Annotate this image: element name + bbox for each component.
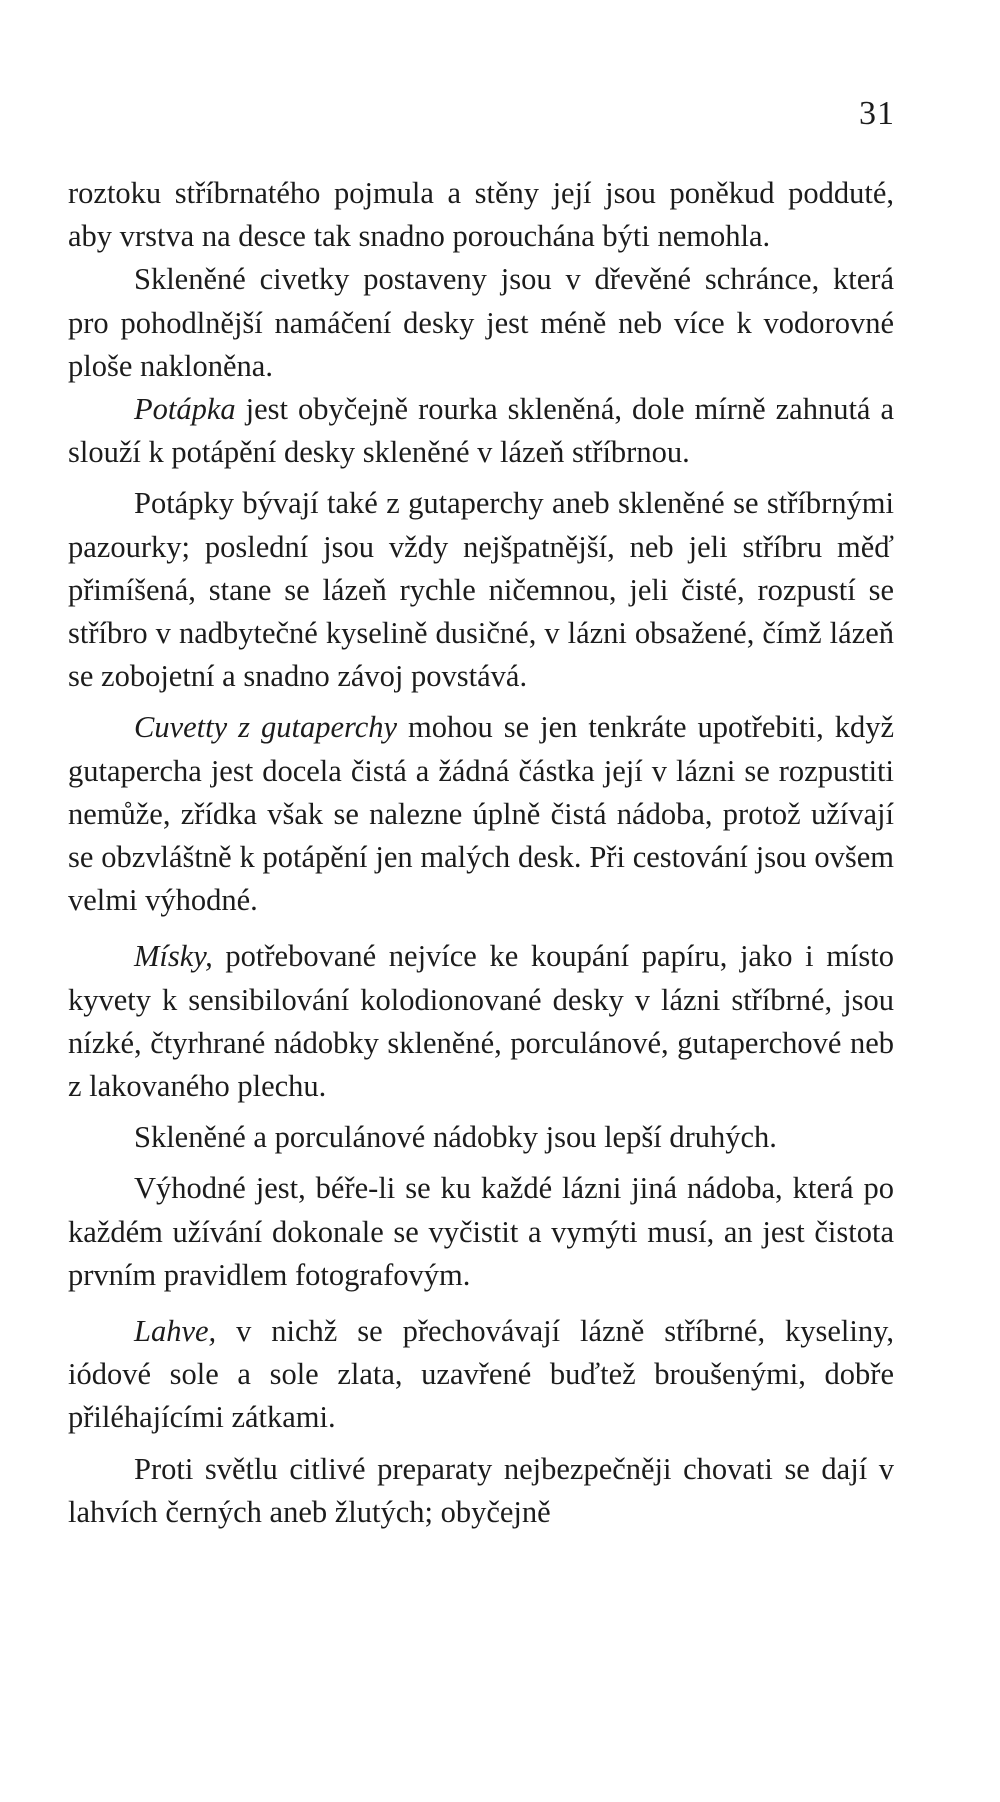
paragraph-7-text: Skleněné a porculánové nádobky jsou lepší druhých.	[134, 1120, 777, 1155]
paragraph-8	[68, 1167, 894, 1297]
paragraph-1	[68, 172, 894, 258]
paragraph-2	[68, 258, 894, 388]
paragraph-6	[68, 935, 894, 1108]
paragraph-5-italic-term: Cuvetty z gutaperchy	[134, 710, 398, 745]
paragraph-5-text: mohou se jen tenkráte upotřebiti, když gutapercha jest docela čistá a žádná částka její v lázni se rozpustiti nemůže, zřídka však se nalezne úplně čistá nádoba, protož užívají se obzvláštně k potápění jen malých desk. Při cestování jsou ovšem velmi výhodné.	[68, 710, 894, 918]
paragraph-10	[68, 1448, 894, 1534]
paragraph-9-text: v nichž se přechovávají lázně stříbrné, kyseliny, iódové sole a sole zlata, uzavřené buďtež broušenými, dobře přiléhajícími zátkami.	[68, 1314, 894, 1435]
paragraph-3-italic-term: Potápka	[134, 392, 236, 427]
paragraph-3	[68, 388, 894, 474]
paragraph-6-text: potřebované nejvíce ke koupání papíru, jako i místo kyvety k sensibilování kolodionované desky v lázni stříbrné, jsou nízké, čtyrhrané nádobky skleněné, porculánové, gutaperchové neb z lakovaného plechu.	[68, 939, 894, 1104]
body-text	[68, 172, 894, 1534]
paragraph-7	[68, 1116, 894, 1159]
paragraph-6-italic-term: Mísky,	[134, 939, 213, 974]
paragraph-2-text: Skleněné civetky postaveny jsou v dřevěné schránce, která pro pohodlnější namáčení desky jest méně neb více k vodorovné ploše nakloněna.	[68, 262, 894, 383]
paragraph-3-text: jest obyčejně rourka skleněná, dole mírně zahnutá a slouží k potápění desky skleněné v lázeň stříbrnou.	[68, 392, 894, 470]
paragraph-5	[68, 706, 894, 922]
paragraph-10-text: Proti světlu citlivé preparaty nejbezpečněji chovati se dají v lahvích černých aneb žlutých; obyčejně	[68, 1451, 894, 1529]
paragraph-9-italic-term: Lahve,	[134, 1314, 217, 1349]
paragraph-4	[68, 482, 894, 698]
paragraph-8-text: Výhodné jest, béře-li se ku každé lázni jiná nádoba, která po každém užívání dokonale se vyčistit a vymýti musí, an jest čistota prvním pravidlem fotografovým.	[68, 1171, 894, 1292]
paragraph-4-text: Potápky bývají také z gutaperchy aneb skleněné se stříbrnými pazourky; poslední jsou vždy nejšpatnější, neb jeli stříbru měď přimíšená, stane se lázeň rychle ničemnou, jeli čisté, rozpustí se stříbro v nadbytečné kyselině dusičné, v lázni obsažené, čímž lázeň se zobojetní a snadno závoj povstává.	[68, 486, 894, 694]
paragraph-1-text: roztoku stříbrnatého pojmula a stěny její jsou poněkud podduté, aby vrstva na desce tak snadno porouchána býti nemohla.	[68, 176, 894, 254]
page-number: 31	[859, 95, 895, 132]
paragraph-9	[68, 1310, 894, 1440]
